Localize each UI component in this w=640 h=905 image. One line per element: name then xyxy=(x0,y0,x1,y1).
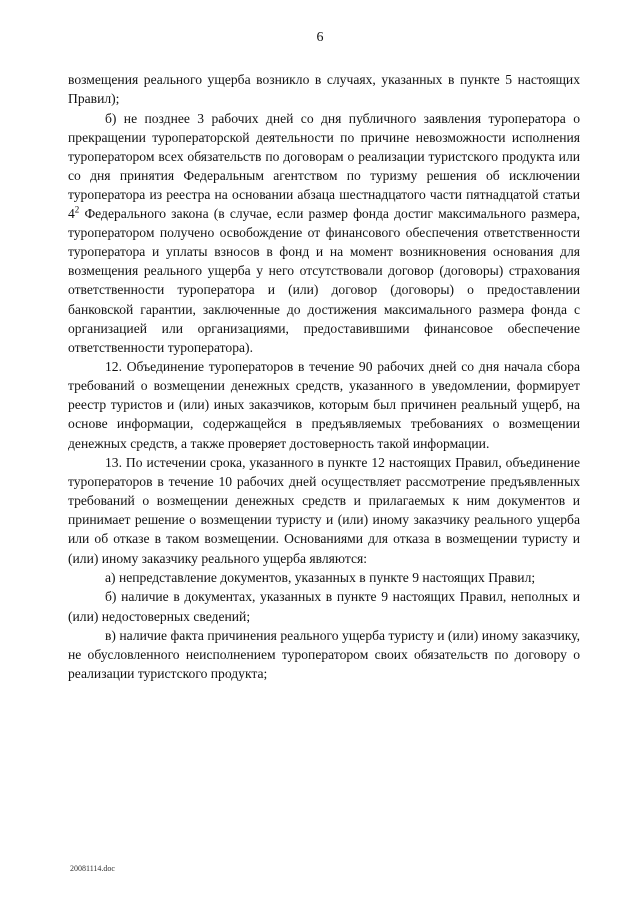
footer-file-id: 20081114.doc xyxy=(70,864,115,873)
paragraph xyxy=(68,453,580,568)
paragraph-text: 13. По истечении срока, указанного в пункте 12 настоящих Правил, объединение туроператоров в течение 10 рабочих дней осуществляет рассмотрение предъявленных требований о возмещении денежных средств и прилагаемых к ним документов и принимает решение о возмещении туристу и (или) иному заказчику реального ущерба или об отказе в таком возмещении. Основаниями для отказа в возмещении туристу и (или) иному заказчику реального ущерба являются: xyxy=(68,455,580,566)
superscript: 2 xyxy=(74,204,80,215)
paragraph-text: в) наличие факта причинения реального ущерба туристу и (или) иному заказчику, не обусловленного неисполнением туроператором своих обязательств по договору о реализации туристского продукта; xyxy=(68,628,580,682)
paragraph-text: б) наличие в документах, указанных в пункте 9 настоящих Правил, неполных и (или) недостоверных сведений; xyxy=(68,589,580,624)
paragraph-text: Федерального закона (в случае, если размер фонда достиг максимального размера, туроператором получено освобождение от финансового обеспечения ответственности туроператора и уплаты взносов в фонд и на момент возникновения основания для возмещения реального ущерба у него отсутствовали договор (договоры) страхования ответственности туроператора и (или) договор (договоры) о предоставлении банковской гарантии, заключенные до достижения максимального размера фонда с организацией или организациями, предоставившими финансовое обеспечение ответственности туроператора). xyxy=(68,206,580,355)
paragraph xyxy=(68,70,580,108)
paragraph-text: а) непредставление документов, указанных в пункте 9 настоящих Правил; xyxy=(105,570,536,585)
paragraph xyxy=(68,587,580,625)
paragraph xyxy=(68,357,580,452)
paragraph-text: 12. Объединение туроператоров в течение 90 рабочих дней со дня начала сбора требований о возмещении денежных средств, указанного в уведомлении, формирует реестр туристов и (или) иных заказчиков, которым был причинен реальный ущерб, на основе информации, содержащейся в предъявляемых требованиях о возмещении денежных средств, а также проверяет достоверность такой информации. xyxy=(68,359,580,451)
paragraph-text: б) не позднее 3 рабочих дней со дня публичного заявления туроператора о прекращении туроператорской деятельности по причине невозможности исполнения туроператором всех обязательств по договорам о реализации туристского продукта или со дня принятия Федеральным агентством по туризму решения об исключении туроператора из реестра на основании абзаца шестнадцатого части пятнадцатой статьи 4 xyxy=(68,110,580,222)
document-body xyxy=(68,70,580,684)
paragraph xyxy=(68,109,580,357)
paragraph xyxy=(68,626,580,683)
page-number: 6 xyxy=(316,30,324,45)
paragraph-text: возмещения реального ущерба возникло в случаях, указанных в пункте 5 настоящих Правил); xyxy=(68,72,580,107)
paragraph xyxy=(68,568,580,587)
